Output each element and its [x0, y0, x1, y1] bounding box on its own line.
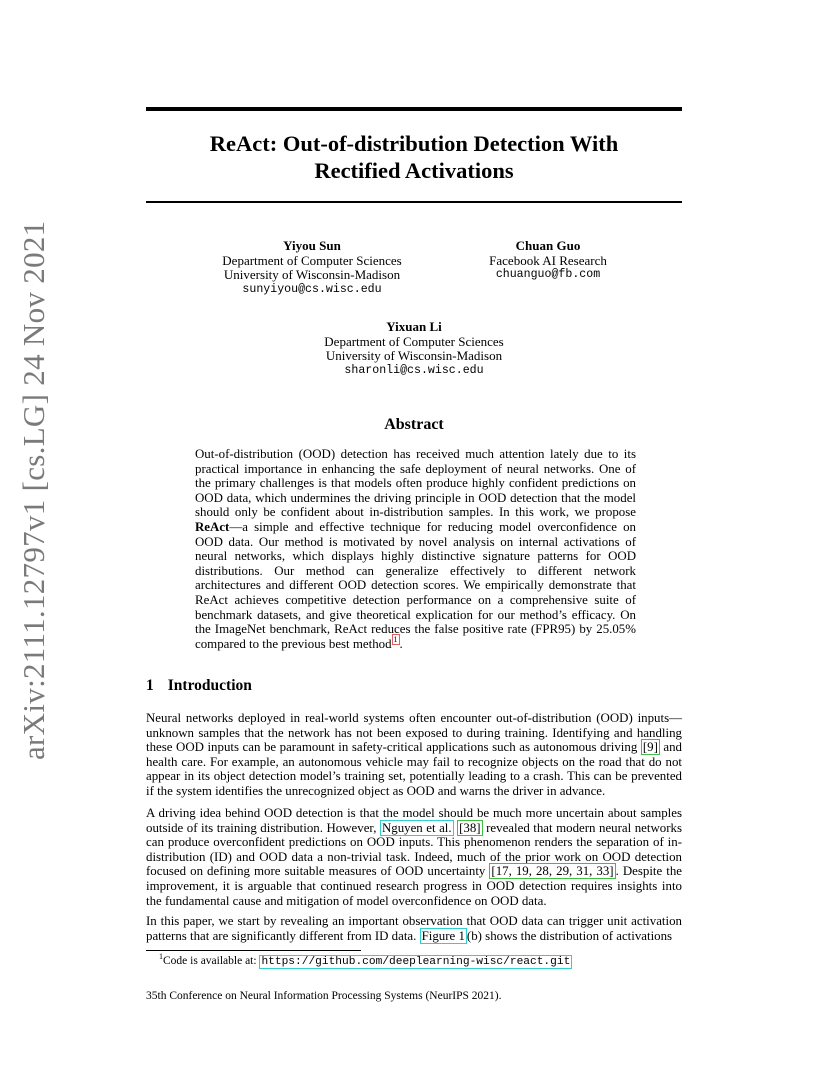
footnote-text: Code is available at: [163, 954, 260, 967]
title-line-1: ReAct: Out-of-distribution Detection With [209, 131, 619, 156]
paragraph-text: (b) shows the distribution of activations [466, 928, 673, 943]
abstract-text-part: —a simple and effective technique for reducing model overconfidence on OOD data. Our method is motivated by novel analysis on internal activations of neural networks, which displays highly distinctive signature patterns for OOD distributions. Our method can generalize effectively to different network architectures and different OOD detection scores. We empirically demonstrate that ReAct achieves competitive detection performance on a comprehensive suite of benchmark datasets, and give theoretical explication for our method’s efficacy. On the ImageNet benchmark, ReAct reduces the false positive rate (FPR95) by 25.05% compared to the previous best method [195, 519, 636, 651]
author-org: University of Wisconsin-Madison [325, 348, 503, 364]
paragraph-text: . Despite the improvement, it is arguable that continued research progress in OOD detection requires insights into the fundamental cause and mitigation of model overconfidence on OOD data. [146, 864, 683, 908]
author-email: sunyiyou@cs.wisc.edu [242, 282, 382, 296]
footnote [159, 952, 572, 968]
intro-paragraph-2 [146, 806, 682, 908]
author-citation-link[interactable]: Nguyen et al. [381, 820, 452, 835]
paragraph-text: A driving idea behind OOD detection is that the model should be much more uncertain about samples outside of its training distribution. However, [146, 806, 682, 835]
paragraph-text: Neural networks deployed in real-world systems often encounter out-of-distribution (OOD) inputs—unknown samples that the network has not been exposed to during training. Identifying and handling these OOD inputs can be paramount in safety-critical applications such as autonomous driving [146, 711, 682, 755]
title-top-rule [146, 107, 682, 111]
author-block-3 [308, 320, 520, 378]
author-org: Facebook AI Research [489, 252, 607, 268]
footnote-mark: 1 [159, 952, 163, 961]
abstract-text-part: . [399, 636, 403, 651]
paragraph-text: revealed that modern neural networks can produce overconfident predictions on OOD inputs. This phenomenon renders the separation of in-distribution (ID) and OOD data a non-trivial task. Indeed, much of the prior work on OOD detection focused on defining more suitable measures of OOD uncertainty [146, 820, 682, 879]
title-line-2: Rectified Activations [314, 158, 514, 183]
figure-link[interactable]: Figure 1 [421, 928, 465, 943]
citation-link[interactable]: [38] [459, 820, 481, 835]
section-number: 1 [146, 677, 154, 694]
footnote-rule [146, 950, 361, 951]
section-title: Introduction [167, 677, 252, 694]
intro-paragraph-1 [146, 711, 682, 799]
section-heading [146, 677, 252, 695]
author-block-2 [462, 239, 634, 283]
author-name: Yixuan Li [386, 319, 442, 334]
author-block-1 [206, 239, 418, 297]
author-email: chuanguo@fb.com [495, 268, 601, 282]
author-email: sharonli@cs.wisc.edu [344, 363, 484, 377]
author-name: Chuan Guo [515, 238, 581, 253]
footnote-link[interactable]: 1 [393, 635, 398, 645]
paper-title [146, 130, 682, 184]
abstract-text-part: Out-of-distribution (OOD) detection has received much attention lately due to its practical importance in enhancing the safe deployment of neural networks. One of the primary challenges is that models often produce highly confident predictions on OOD data, which undermines the driving principle in OOD detection that the model should only be confident about in-distribution samples. In this work, we propose [195, 447, 636, 520]
citation-link[interactable]: [17, 19, 28, 29, 31, 33] [491, 864, 614, 879]
paragraph-text: and health care. For example, an autonomous vehicle may fail to recognize objects on the road that do not appear in its object detection model’s training set, potentially leading to a crash. This can be prevented if the system identifies the unrecognized object as OOD and warns the driver in advance. [146, 740, 683, 798]
author-name: Yiyou Sun [283, 238, 341, 253]
code-url-link[interactable]: https://github.com/deeplearning-wisc/react.git [261, 955, 571, 968]
author-dept: Department of Computer Sciences [324, 333, 504, 349]
citation-link[interactable]: [9] [642, 740, 658, 755]
intro-paragraph-3 [146, 914, 682, 943]
arxiv-identifier: arXiv:2111.12797v1 [cs.LG] 24 Nov 2021 [16, 220, 51, 760]
method-name: ReAct [195, 519, 230, 534]
abstract-heading: Abstract [384, 416, 444, 433]
conference-note: 35th Conference on Neural Information Processing Systems (NeurIPS 2021). [146, 990, 502, 1002]
author-dept: Department of Computer Sciences [222, 252, 402, 268]
title-bottom-rule [146, 201, 682, 203]
author-org: University of Wisconsin-Madison [223, 267, 401, 283]
abstract-text [195, 447, 636, 651]
paragraph-text: In this paper, we start by revealing an important observation that OOD data can trigger unit activation patterns that are significantly different from ID data. [146, 914, 682, 943]
